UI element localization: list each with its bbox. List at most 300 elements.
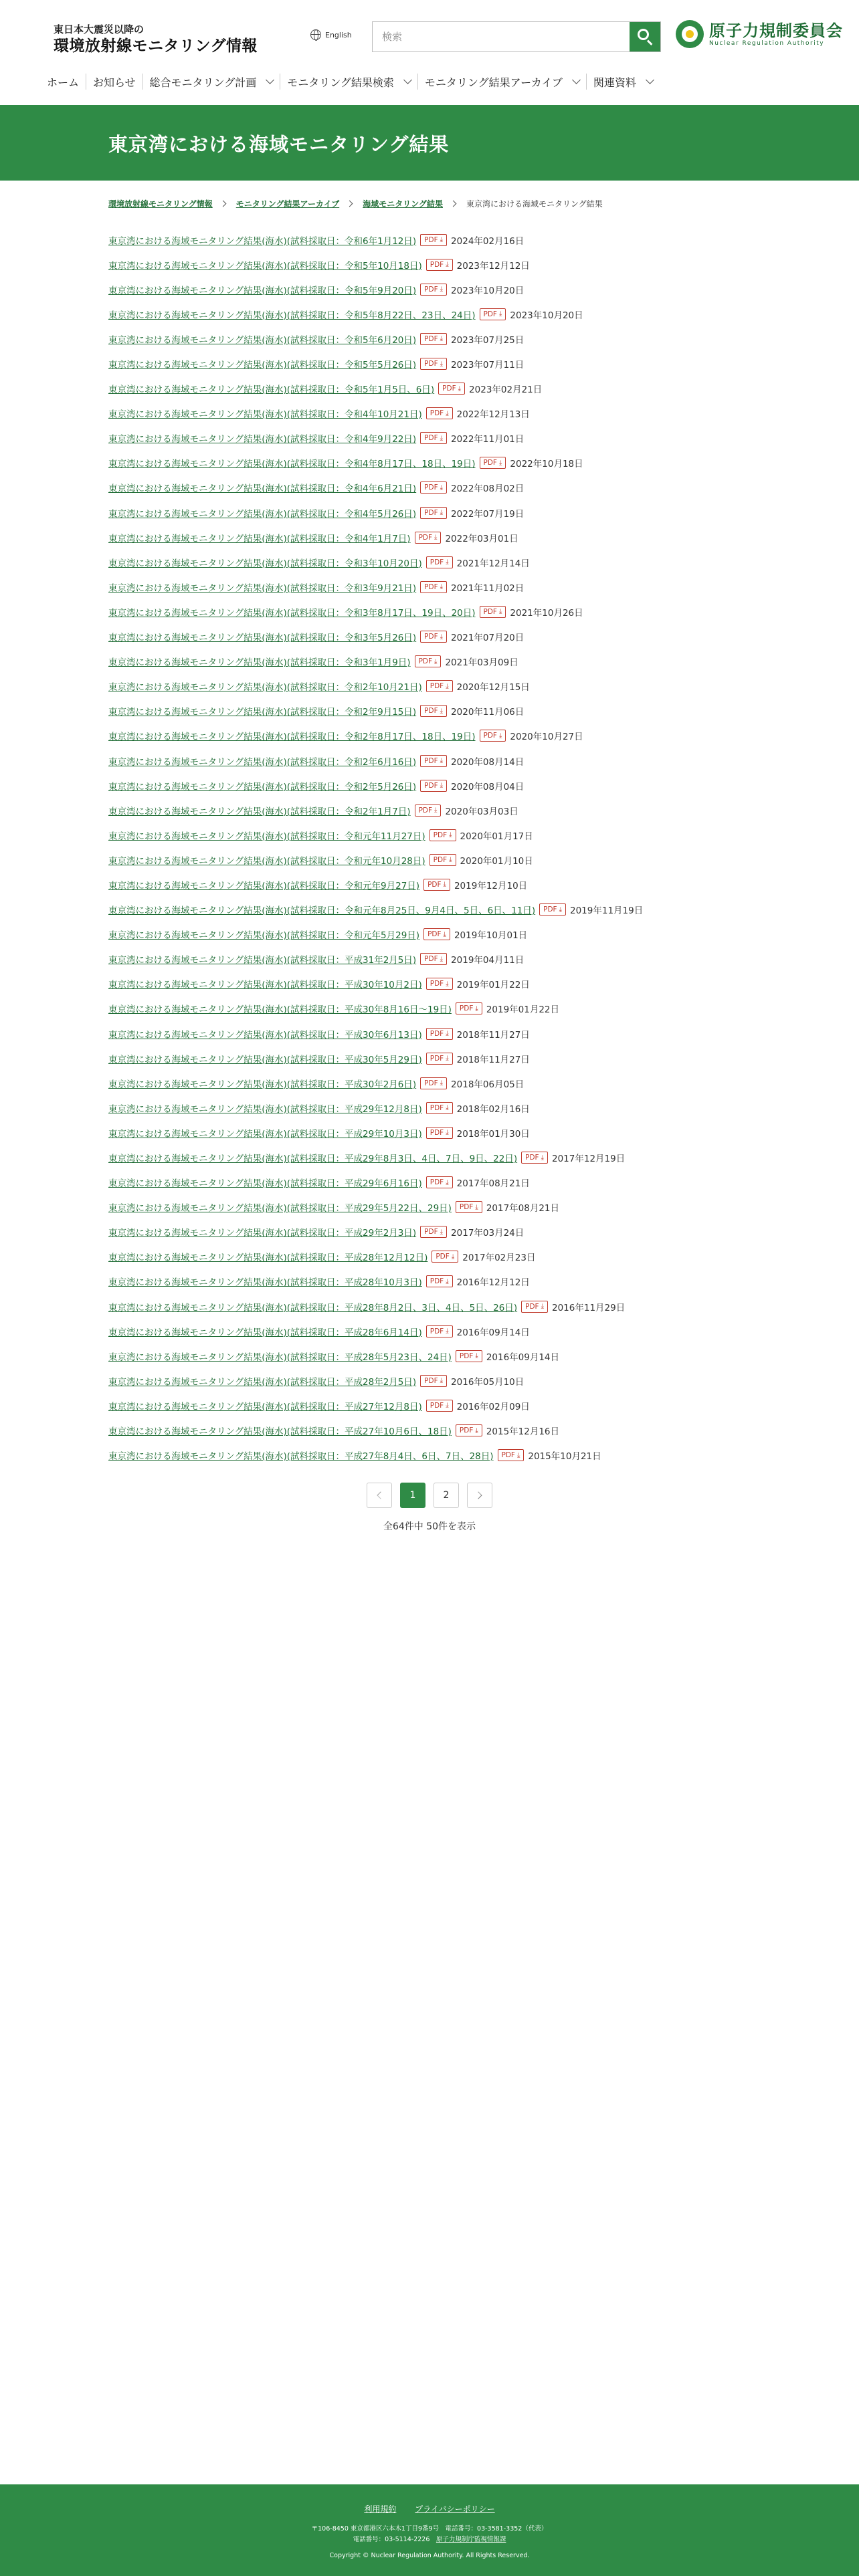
- list-item: [108, 599, 751, 624]
- list-item: [108, 351, 751, 376]
- pdf-download-badge[interactable]: PDF ⤓: [480, 457, 506, 469]
- pdf-download-badge[interactable]: PDF ⤓: [426, 407, 453, 419]
- list-item: [108, 1269, 751, 1294]
- chevron-right-icon: [474, 1491, 482, 1499]
- publish-date: 2021年12月14日: [456, 558, 530, 569]
- next-page-button[interactable]: [467, 1483, 492, 1508]
- result-link[interactable]: 東京湾における海域モニタリング結果(海水)(試料採取日：令和3年9月21日): [108, 582, 417, 594]
- pdf-download-badge[interactable]: PDF ⤓: [420, 1375, 447, 1387]
- site-footer: [0, 2484, 859, 2576]
- pdf-download-badge[interactable]: PDF ⤓: [480, 308, 506, 320]
- nav-results-archive[interactable]: モニタリング結果アーカイブ: [418, 74, 587, 90]
- pdf-download-badge[interactable]: PDF ⤓: [498, 1449, 524, 1461]
- publish-date: 2020年01月10日: [460, 855, 533, 867]
- list-item: [108, 897, 751, 922]
- list-item: [108, 1245, 751, 1269]
- breadcrumb-current: 東京湾における海域モニタリング結果: [466, 199, 603, 209]
- pagination: [367, 1483, 492, 1508]
- result-link[interactable]: 東京湾における海域モニタリング結果(海水)(試料採取日：令和5年5月26日): [108, 360, 417, 371]
- list-item: [108, 625, 751, 649]
- download-icon: ⤓: [498, 310, 502, 318]
- list-item: [108, 1294, 751, 1319]
- pdf-download-badge[interactable]: PDF ⤓: [430, 854, 456, 866]
- list-item: [108, 798, 751, 823]
- publish-date: 2019年11月19日: [570, 905, 644, 917]
- publish-date: 2017年12月19日: [552, 1154, 626, 1165]
- download-icon: ⤓: [440, 583, 444, 591]
- language-switch[interactable]: [310, 29, 352, 40]
- publish-date: 2021年07月20日: [451, 633, 524, 644]
- pdf-download-badge[interactable]: PDF ⤓: [420, 358, 447, 370]
- pdf-download-badge[interactable]: PDF ⤓: [426, 1275, 453, 1287]
- page-button-1[interactable]: 1: [400, 1483, 425, 1508]
- list-item: [108, 649, 751, 674]
- page-banner: [0, 105, 859, 181]
- download-icon: ⤓: [443, 930, 446, 938]
- result-link[interactable]: 東京湾における海域モニタリング結果(海水)(試料採取日：令和3年5月26日): [108, 633, 417, 644]
- pdf-download-badge[interactable]: PDF ⤓: [426, 1325, 453, 1337]
- language-label: English: [325, 30, 352, 39]
- publish-date: 2024年02月16日: [451, 235, 524, 247]
- download-icon: ⤓: [440, 286, 444, 294]
- publish-date: 2015年10月21日: [528, 1451, 601, 1463]
- result-link[interactable]: 東京湾における海域モニタリング結果(海水)(試料採取日：平成28年10月3日): [108, 1277, 422, 1289]
- download-icon: ⤓: [475, 1004, 478, 1012]
- list-item: [108, 277, 751, 302]
- chevron-down-icon: [403, 76, 412, 84]
- publish-date: 2017年08月21日: [456, 1178, 530, 1190]
- download-icon: ⤓: [440, 782, 444, 790]
- publish-date: 2016年02月09日: [456, 1401, 530, 1412]
- pdf-download-badge[interactable]: PDF ⤓: [420, 333, 447, 345]
- result-link[interactable]: 東京湾における海域モニタリング結果(海水)(試料採取日：平成30年2月6日): [108, 1079, 417, 1090]
- pdf-download-badge[interactable]: PDF ⤓: [456, 1002, 482, 1014]
- publish-date: 2022年03月01日: [445, 533, 518, 544]
- search-form: [372, 21, 661, 52]
- publish-date: 2016年11月29日: [552, 1302, 626, 1313]
- search-button[interactable]: [630, 22, 660, 51]
- download-icon: ⤓: [516, 1451, 520, 1459]
- publish-date: 2020年08月04日: [451, 781, 524, 792]
- result-link[interactable]: 東京湾における海域モニタリング結果(海水)(試料採取日：平成27年8月4日、6日、7日、28日): [108, 1451, 494, 1463]
- result-link[interactable]: 東京湾における海域モニタリング結果(海水)(試料採取日：平成29年12月8日): [108, 1103, 422, 1115]
- publish-date: 2015年12月16日: [486, 1426, 560, 1438]
- list-item: [108, 823, 751, 847]
- result-link[interactable]: 東京湾における海域モニタリング結果(海水)(試料採取日：平成28年8月2日、3日、4日、5日、26日): [108, 1302, 518, 1313]
- list-item: [108, 996, 751, 1021]
- publish-date: 2023年10月20日: [510, 310, 583, 321]
- download-icon: ⤓: [498, 608, 502, 616]
- result-link[interactable]: 東京湾における海域モニタリング結果(海水)(試料採取日：平成30年6月13日): [108, 1029, 422, 1041]
- publish-date: 2017年08月21日: [486, 1203, 560, 1214]
- pdf-download-badge[interactable]: PDF ⤓: [426, 556, 453, 568]
- download-icon: ⤓: [446, 1055, 449, 1063]
- nav-monitoring-plan[interactable]: 総合モニタリング計画: [143, 74, 281, 90]
- pdf-download-badge[interactable]: PDF ⤓: [480, 730, 506, 742]
- result-link[interactable]: 東京湾における海域モニタリング結果(海水)(試料採取日：令和元年5月29日): [108, 930, 420, 942]
- result-link[interactable]: 東京湾における海域モニタリング結果(海水)(試料採取日：令和5年1月5日、6日): [108, 385, 435, 396]
- list-item: [108, 1393, 751, 1418]
- nra-name-en: Nuclear Regulation Authority: [709, 40, 825, 47]
- download-icon: ⤓: [559, 905, 562, 914]
- result-link[interactable]: 東京湾における海域モニタリング結果(海水)(試料採取日：平成27年12月8日): [108, 1401, 422, 1412]
- download-icon: ⤓: [440, 484, 444, 492]
- publish-date: 2023年02月21日: [469, 385, 543, 396]
- download-icon: ⤓: [440, 955, 444, 963]
- download-icon: ⤓: [440, 360, 444, 368]
- publish-date: 2019年04月11日: [451, 955, 524, 966]
- list-item: [108, 872, 751, 897]
- result-link[interactable]: 東京湾における海域モニタリング結果(海水)(試料採取日：令和4年5月26日): [108, 508, 417, 520]
- download-icon: ⤓: [475, 1426, 478, 1434]
- download-icon: ⤓: [440, 335, 444, 343]
- pdf-download-badge[interactable]: PDF ⤓: [426, 1028, 453, 1040]
- download-icon: ⤓: [475, 1352, 478, 1360]
- result-link[interactable]: 東京湾における海域モニタリング結果(海水)(試料採取日：令和元年11月27日): [108, 831, 425, 842]
- result-link[interactable]: 東京湾における海域モニタリング結果(海水)(試料採取日：平成28年12月12日): [108, 1253, 428, 1264]
- result-link[interactable]: 東京湾における海域モニタリング結果(海水)(試料採取日：令和5年10月18日): [108, 260, 422, 272]
- result-link[interactable]: 東京湾における海域モニタリング結果(海水)(試料採取日：平成27年10月6日、18日): [108, 1426, 452, 1438]
- list-item: [108, 773, 751, 798]
- pdf-download-badge[interactable]: PDF ⤓: [426, 1127, 453, 1139]
- result-link[interactable]: 東京湾における海域モニタリング結果(海水)(試料採取日：令和4年1月7日): [108, 533, 411, 544]
- breadcrumb: [108, 198, 603, 209]
- publish-date: 2017年02月23日: [462, 1253, 536, 1264]
- result-link[interactable]: 東京湾における海域モニタリング結果(海水)(試料採取日：平成29年2月3日): [108, 1228, 417, 1239]
- footer-contact: 電話番号：03-5114-2226: [353, 2536, 430, 2543]
- pdf-download-badge[interactable]: PDF ⤓: [426, 680, 453, 692]
- list-item: [108, 550, 751, 574]
- download-icon: ⤓: [541, 1303, 544, 1311]
- site-title-sub: 東日本大震災以降の: [54, 23, 145, 35]
- list-item: [108, 972, 751, 996]
- pdf-download-badge[interactable]: PDF ⤓: [420, 507, 447, 519]
- publish-date: 2022年07月19日: [451, 508, 524, 520]
- pdf-download-badge[interactable]: PDF ⤓: [420, 755, 447, 767]
- pdf-download-badge[interactable]: PDF ⤓: [438, 383, 465, 395]
- list-item: [108, 1319, 751, 1344]
- list-item: [108, 922, 751, 947]
- list-item: [108, 1170, 751, 1195]
- result-link[interactable]: 東京湾における海域モニタリング結果(海水)(試料採取日：平成28年2月5日): [108, 1376, 417, 1388]
- result-link[interactable]: 東京湾における海域モニタリング結果(海水)(試料採取日：平成30年5月29日): [108, 1054, 422, 1065]
- pdf-download-badge[interactable]: PDF ⤓: [420, 581, 447, 593]
- publish-date: 2019年12月10日: [454, 880, 528, 891]
- result-link[interactable]: 東京湾における海域モニタリング結果(海水)(試料採取日：令和2年1月7日): [108, 806, 411, 817]
- chevron-down-icon: [266, 76, 274, 84]
- page-title: 東京湾における海域モニタリング結果: [108, 133, 450, 156]
- publish-date: 2020年10月27日: [510, 732, 583, 743]
- footer-address: 〒106-8450 東京都港区六本木1丁目9番9号 電話番号：03-3581-3352（代表）: [311, 2525, 548, 2533]
- download-icon: ⤓: [446, 1402, 449, 1410]
- publish-date: 2023年12月12日: [456, 260, 530, 272]
- pdf-download-badge[interactable]: PDF ⤓: [420, 780, 447, 792]
- list-item: [108, 1095, 751, 1120]
- breadcrumb-item-sea-area[interactable]: 海域モニタリング結果: [363, 199, 443, 209]
- nav-results-search[interactable]: モニタリング結果検索: [280, 74, 418, 90]
- pdf-download-badge[interactable]: PDF ⤓: [420, 1226, 447, 1238]
- search-icon: [638, 29, 649, 40]
- globe-icon: [310, 29, 321, 40]
- pdf-download-badge[interactable]: PDF ⤓: [415, 804, 442, 817]
- list-item: [108, 1145, 751, 1170]
- pdf-download-badge[interactable]: PDF ⤓: [420, 481, 447, 494]
- publish-date: 2016年09月14日: [486, 1352, 560, 1363]
- download-icon: ⤓: [475, 1203, 478, 1211]
- list-item: [108, 227, 751, 252]
- publish-date: 2018年11月27日: [456, 1054, 530, 1065]
- list-item: [108, 847, 751, 872]
- download-icon: ⤓: [449, 831, 452, 839]
- pdf-download-badge[interactable]: PDF ⤓: [420, 432, 447, 444]
- result-link[interactable]: 東京湾における海域モニタリング結果(海水)(試料採取日：令和2年6月16日): [108, 756, 417, 768]
- publish-date: 2016年09月14日: [456, 1327, 530, 1338]
- download-icon: ⤓: [440, 1377, 444, 1385]
- copyright: Copyright © Nuclear Regulation Authority. All Rights Reserved.: [329, 2552, 530, 2559]
- list-item: [108, 525, 751, 550]
- download-icon: ⤓: [446, 1030, 449, 1038]
- list-item: [108, 699, 751, 724]
- pdf-download-badge[interactable]: PDF ⤓: [456, 1424, 482, 1436]
- global-nav: [40, 67, 660, 96]
- result-link[interactable]: 東京湾における海域モニタリング結果(海水)(試料採取日：令和2年5月26日): [108, 781, 417, 792]
- pdf-download-badge[interactable]: PDF ⤓: [423, 879, 450, 891]
- download-icon: ⤓: [443, 881, 446, 889]
- chevron-right-icon: [347, 201, 353, 207]
- page-button-2[interactable]: 2: [434, 1483, 459, 1508]
- nav-home[interactable]: ホーム: [40, 74, 86, 90]
- list-item: [108, 1071, 751, 1095]
- result-link[interactable]: 東京湾における海域モニタリング結果(海水)(試料採取日：平成30年8月16日～19日): [108, 1004, 452, 1016]
- download-icon: ⤓: [440, 633, 444, 641]
- publish-date: 2023年07月11日: [451, 360, 524, 371]
- result-link[interactable]: 東京湾における海域モニタリング結果(海水)(試料採取日：平成29年10月3日): [108, 1128, 422, 1140]
- publish-date: 2022年10月18日: [510, 459, 583, 470]
- pdf-download-badge[interactable]: PDF ⤓: [420, 705, 447, 717]
- chevron-down-icon: [646, 76, 654, 84]
- pdf-download-badge[interactable]: PDF ⤓: [539, 903, 566, 916]
- result-link[interactable]: 東京湾における海域モニタリング結果(海水)(試料採取日：令和4年6月21日): [108, 484, 417, 495]
- publish-date: 2020年12月15日: [456, 682, 530, 693]
- result-link[interactable]: 東京湾における海域モニタリング結果(海水)(試料採取日：令和5年9月20日): [108, 285, 417, 296]
- pdf-download-badge[interactable]: PDF ⤓: [415, 532, 442, 544]
- result-link[interactable]: 東京湾における海域モニタリング結果(海水)(試料採取日：令和5年8月22日、23日、24日): [108, 310, 476, 321]
- publish-date: 2023年10月20日: [451, 285, 524, 296]
- publish-date: 2020年01月17日: [460, 831, 533, 842]
- result-count: 全64件中 50件を表示: [383, 1521, 476, 1532]
- download-icon: ⤓: [449, 856, 452, 864]
- pdf-download-badge[interactable]: PDF ⤓: [426, 978, 453, 990]
- list-item: [108, 1046, 751, 1071]
- download-icon: ⤓: [498, 459, 502, 467]
- site-title-main: 環境放射線モニタリング情報: [54, 37, 258, 55]
- publish-date: 2020年03月03日: [445, 806, 518, 817]
- list-item: [108, 1443, 751, 1468]
- download-icon: ⤓: [446, 409, 449, 417]
- list-item: [108, 302, 751, 326]
- download-icon: ⤓: [446, 1104, 449, 1112]
- publish-date: 2023年07月25日: [451, 334, 524, 346]
- pdf-download-badge[interactable]: PDF ⤓: [415, 655, 442, 667]
- download-icon: ⤓: [434, 657, 438, 665]
- pdf-download-badge[interactable]: PDF ⤓: [521, 1152, 548, 1164]
- breadcrumb-item-home[interactable]: 環境放射線モニタリング情報: [108, 199, 213, 209]
- list-item: [108, 574, 751, 599]
- result-link[interactable]: 東京湾における海域モニタリング結果(海水)(試料採取日：令和元年9月27日): [108, 880, 420, 891]
- pdf-download-badge[interactable]: PDF ⤓: [420, 1077, 447, 1089]
- pdf-download-badge[interactable]: PDF ⤓: [420, 631, 447, 643]
- download-icon: ⤓: [446, 682, 449, 690]
- publish-date: 2021年11月02日: [451, 582, 524, 594]
- result-link[interactable]: 東京湾における海域モニタリング結果(海水)(試料採取日：令和元年8月25日、9月4日、5日、6日、11日): [108, 905, 536, 917]
- publish-date: 2021年03月09日: [445, 657, 518, 669]
- pdf-download-badge[interactable]: PDF ⤓: [426, 1176, 453, 1188]
- result-link[interactable]: 東京湾における海域モニタリング結果(海水)(試料採取日：平成28年6月14日): [108, 1327, 422, 1338]
- publish-date: 2020年11月06日: [451, 707, 524, 718]
- list-item: [108, 1418, 751, 1443]
- list-item: [108, 1344, 751, 1368]
- result-link[interactable]: 東京湾における海域モニタリング結果(海水)(試料採取日：令和2年8月17日、18日、19日): [108, 732, 476, 743]
- list-item: [108, 1195, 751, 1220]
- download-icon: ⤓: [434, 534, 438, 542]
- pdf-download-badge[interactable]: PDF ⤓: [420, 953, 447, 965]
- publish-date: 2016年05月10日: [451, 1376, 524, 1388]
- pdf-download-badge[interactable]: PDF ⤓: [521, 1301, 548, 1313]
- pdf-download-badge[interactable]: PDF ⤓: [423, 928, 450, 940]
- result-link[interactable]: 東京湾における海域モニタリング結果(海水)(試料採取日：令和元年10月28日): [108, 855, 425, 867]
- result-link[interactable]: 東京湾における海域モニタリング結果(海水)(試料採取日：令和4年10月21日): [108, 409, 422, 421]
- chevron-down-icon: [572, 76, 581, 84]
- download-icon: ⤓: [446, 980, 449, 988]
- breadcrumb-item-archive[interactable]: モニタリング結果アーカイブ: [235, 199, 340, 209]
- site-logo[interactable]: [54, 23, 258, 56]
- result-link[interactable]: 東京湾における海域モニタリング結果(海水)(試料採取日：令和4年9月22日): [108, 434, 417, 445]
- download-icon: ⤓: [440, 1079, 444, 1087]
- list-item: [108, 748, 751, 773]
- download-icon: ⤓: [446, 1277, 449, 1285]
- chevron-left-icon: [377, 1491, 384, 1499]
- pdf-download-badge[interactable]: PDF ⤓: [426, 1053, 453, 1065]
- download-icon: ⤓: [440, 434, 444, 442]
- pdf-download-badge[interactable]: PDF ⤓: [432, 1251, 458, 1263]
- result-link[interactable]: 東京湾における海域モニタリング結果(海水)(試料採取日：平成31年2月5日): [108, 955, 417, 966]
- publish-date: 2016年12月12日: [456, 1277, 530, 1289]
- list-item: [108, 426, 751, 451]
- result-link[interactable]: 東京湾における海域モニタリング結果(海水)(試料採取日：平成30年10月2日): [108, 980, 422, 991]
- chevron-right-icon: [219, 201, 226, 207]
- list-item: [108, 724, 751, 748]
- download-icon: ⤓: [498, 732, 502, 740]
- list-item: [108, 401, 751, 426]
- download-icon: ⤓: [434, 807, 438, 815]
- download-icon: ⤓: [440, 509, 444, 517]
- result-link[interactable]: 東京湾における海域モニタリング結果(海水)(試料採取日：令和4年8月17日、18日、19日): [108, 459, 476, 470]
- list-item: [108, 674, 751, 699]
- search-input[interactable]: [373, 22, 630, 51]
- result-link[interactable]: 東京湾における海域モニタリング結果(海水)(試料採取日：令和3年8月17日、19日、20日): [108, 607, 476, 619]
- site-header: [0, 0, 859, 100]
- footer-contact-link[interactable]: 原子力規制庁監視情報課: [436, 2536, 506, 2543]
- publish-date: 2020年08月14日: [451, 756, 524, 768]
- result-link[interactable]: 東京湾における海域モニタリング結果(海水)(試料採取日：平成29年5月22日、29日): [108, 1203, 452, 1214]
- result-list: [108, 227, 751, 1468]
- result-link[interactable]: 東京湾における海域モニタリング結果(海水)(試料採取日：平成29年6月16日): [108, 1178, 422, 1190]
- pdf-download-badge[interactable]: PDF ⤓: [420, 234, 447, 246]
- publish-date: 2018年02月16日: [456, 1103, 530, 1115]
- download-icon: ⤓: [446, 1178, 449, 1186]
- download-icon: ⤓: [451, 1253, 455, 1261]
- publish-date: 2019年01月22日: [456, 980, 530, 991]
- list-item: [108, 475, 751, 500]
- pdf-download-badge[interactable]: PDF ⤓: [430, 829, 456, 841]
- download-icon: ⤓: [440, 707, 444, 715]
- result-link[interactable]: 東京湾における海域モニタリング結果(海水)(試料採取日：令和5年6月20日): [108, 334, 417, 346]
- list-item: [108, 500, 751, 525]
- publish-date: 2021年10月26日: [510, 607, 583, 619]
- list-item: [108, 1220, 751, 1245]
- publish-date: 2018年11月27日: [456, 1029, 530, 1041]
- footer-link-terms[interactable]: 利用規約: [364, 2504, 397, 2514]
- publish-date: 2022年11月01日: [451, 434, 524, 445]
- download-icon: ⤓: [446, 1129, 449, 1137]
- download-icon: ⤓: [440, 236, 444, 244]
- footer-link-privacy[interactable]: プライバシーポリシー: [415, 2504, 495, 2514]
- download-icon: ⤓: [446, 558, 449, 566]
- result-link[interactable]: 東京湾における海域モニタリング結果(海水)(試料採取日：令和3年1月9日): [108, 657, 411, 669]
- result-link[interactable]: 東京湾における海域モニタリング結果(海水)(試料採取日：令和2年10月21日): [108, 682, 422, 693]
- list-item: [108, 947, 751, 972]
- publish-date: 2022年12月13日: [456, 409, 530, 421]
- pdf-download-badge[interactable]: PDF ⤓: [480, 606, 506, 618]
- result-link[interactable]: 東京湾における海域モニタリング結果(海水)(試料採取日：令和2年9月15日): [108, 707, 417, 718]
- list-item: [108, 252, 751, 277]
- pdf-download-badge[interactable]: PDF ⤓: [456, 1201, 482, 1213]
- publish-date: 2017年03月24日: [451, 1228, 524, 1239]
- list-item: [108, 451, 751, 475]
- publish-date: 2022年08月02日: [451, 484, 524, 495]
- pdf-download-badge[interactable]: PDF ⤓: [426, 1102, 453, 1114]
- nra-emblem-icon: [676, 20, 704, 48]
- list-item: [108, 1368, 751, 1393]
- pdf-download-badge[interactable]: PDF ⤓: [420, 284, 447, 296]
- list-item: [108, 377, 751, 401]
- list-item: [108, 1021, 751, 1046]
- pdf-download-badge[interactable]: PDF ⤓: [456, 1350, 482, 1362]
- pdf-download-badge[interactable]: PDF ⤓: [426, 1400, 453, 1412]
- nra-name: 原子力規制委員会: [709, 21, 843, 40]
- download-icon: ⤓: [440, 757, 444, 765]
- publish-date: 2018年06月05日: [451, 1079, 524, 1090]
- result-link[interactable]: 東京湾における海域モニタリング結果(海水)(試料採取日：平成28年5月23日、24日): [108, 1352, 452, 1363]
- download-icon: ⤓: [458, 385, 462, 393]
- download-icon: ⤓: [440, 1228, 444, 1236]
- publish-date: 2019年01月22日: [486, 1004, 560, 1016]
- nav-news[interactable]: お知らせ: [86, 74, 143, 90]
- chevron-right-icon: [450, 201, 457, 207]
- publish-date: 2018年01月30日: [456, 1128, 530, 1140]
- list-item: [108, 1120, 751, 1145]
- list-item: [108, 326, 751, 351]
- publish-date: 2019年10月01日: [454, 930, 528, 942]
- nra-logo[interactable]: [676, 20, 843, 48]
- pdf-download-badge[interactable]: PDF ⤓: [426, 259, 453, 271]
- result-link[interactable]: 東京湾における海域モニタリング結果(海水)(試料採取日：平成29年8月3日、4日、7日、9日、22日): [108, 1154, 518, 1165]
- download-icon: ⤓: [446, 261, 449, 269]
- result-link[interactable]: 東京湾における海域モニタリング結果(海水)(試料採取日：令和3年10月20日): [108, 558, 422, 569]
- result-link[interactable]: 東京湾における海域モニタリング結果(海水)(試料採取日：令和6年1月12日): [108, 235, 417, 247]
- nav-related-docs[interactable]: 関連資料: [587, 74, 660, 90]
- prev-page-button[interactable]: [367, 1483, 392, 1508]
